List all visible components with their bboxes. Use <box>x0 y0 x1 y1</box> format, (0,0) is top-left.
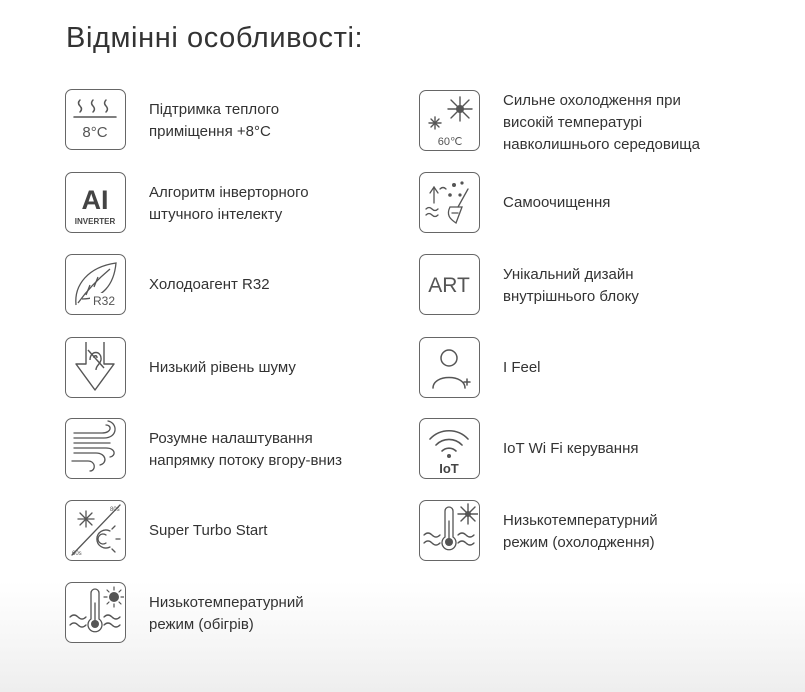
svg-text:60℃: 60℃ <box>437 136 463 148</box>
heating-8c-icon <box>65 89 126 150</box>
feature-low-temp-cooling <box>419 500 779 564</box>
feature-label: Сильне охолодження при високій температурі навколишнього середовища <box>503 92 700 153</box>
svg-text:60s: 60s <box>72 551 82 557</box>
feature-strong-cooling <box>419 90 779 154</box>
feature-label: Низькотемпературний режим (обігрів) <box>149 594 304 633</box>
feature-art-design <box>419 254 779 318</box>
svg-text:R32: R32 <box>92 294 116 308</box>
feature-label: Низькотемпературний режим (охолодження) <box>503 512 658 551</box>
feature-label: Низький рівень шуму <box>149 359 296 376</box>
feature-iot-wifi <box>419 418 779 482</box>
feature-label: Унікальний дизайн внутрішнього блоку <box>503 266 639 305</box>
svg-text:80s: 80s <box>110 507 120 513</box>
feature-heating-8c <box>65 89 425 153</box>
i-feel-icon <box>419 337 480 398</box>
low-temp-heating-icon <box>65 582 126 643</box>
turbo-start-icon <box>65 500 126 561</box>
feature-low-noise <box>65 337 425 401</box>
art-design-icon <box>419 254 480 315</box>
page-title: Відмінні особливості: <box>66 22 364 54</box>
airflow-direction-icon <box>65 418 126 479</box>
ai-inverter-icon <box>65 172 126 233</box>
feature-i-feel <box>419 337 779 401</box>
svg-text:AI: AI <box>81 185 109 215</box>
feature-label: Холодоагент R32 <box>149 276 270 293</box>
feature-label: I Feel <box>503 359 541 376</box>
low-noise-icon <box>65 337 126 398</box>
feature-low-temp-heating <box>65 582 425 646</box>
refrigerant-leaf-icon <box>65 254 126 315</box>
feature-label: Підтримка теплого приміщення +8°С <box>149 101 280 140</box>
svg-text:INVERTER: INVERTER <box>74 217 116 226</box>
feature-label: Алгоритм інверторного штучного інтелекту <box>149 184 309 223</box>
feature-label: Super Turbo Start <box>149 522 268 539</box>
feature-turbo-start <box>65 500 425 564</box>
feature-label: Розумне налаштування напрямку потоку вгору-вниз <box>149 430 342 469</box>
svg-text:IoT: IoT <box>439 461 459 476</box>
self-cleaning-icon <box>419 172 480 233</box>
feature-label: Самоочищення <box>503 194 611 211</box>
feature-refrigerant <box>65 254 425 318</box>
svg-text:ART: ART <box>428 274 470 297</box>
feature-self-cleaning <box>419 172 779 236</box>
low-temp-cooling-icon <box>419 500 480 561</box>
iot-wifi-icon <box>419 418 480 479</box>
feature-airflow <box>65 418 425 482</box>
strong-cooling-icon <box>419 90 480 151</box>
svg-text:8°C: 8°C <box>82 124 108 141</box>
feature-ai-inverter <box>65 172 425 236</box>
feature-label: IoT Wi Fi керування <box>503 440 639 457</box>
